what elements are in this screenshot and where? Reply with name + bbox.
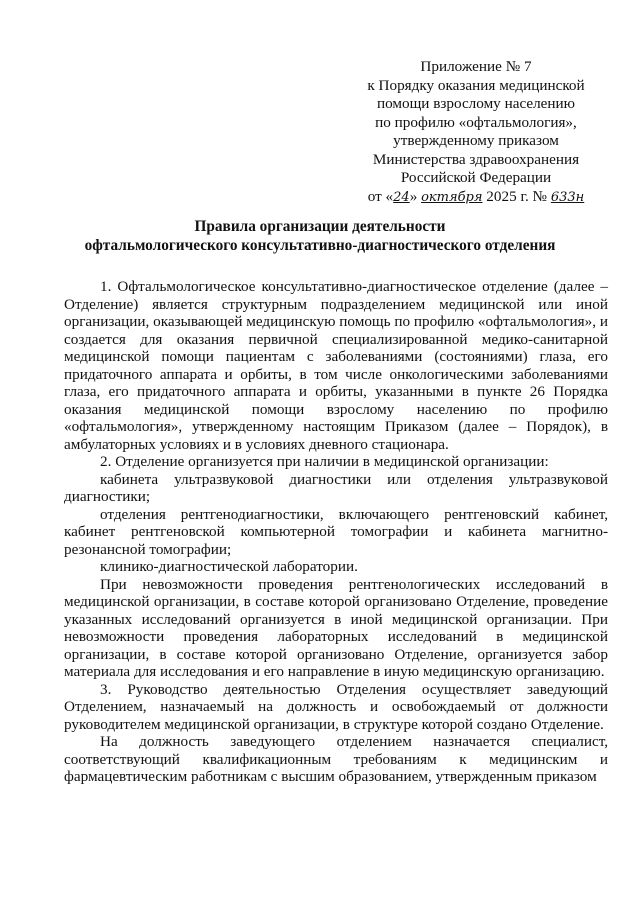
title-line-2: офтальмологического консультативно-диагностического отделения	[84, 237, 556, 254]
paragraph: отделения рентгенодиагностики, включающего рентгеновский кабинет, кабинет рентгеновской компьютерной томографии и кабинета магнитно-резонансной томографии;	[64, 505, 608, 558]
appendix-header	[360, 58, 592, 207]
date-day: 24	[393, 189, 410, 205]
date-prefix: от «	[367, 187, 394, 205]
paragraph: клинико-диагностической лаборатории.	[100, 558, 358, 575]
document-title	[40, 217, 600, 255]
appendix-line: помощи взрослому населению	[376, 95, 576, 112]
appendix-line: утвержденному приказом	[393, 132, 559, 149]
appendix-date-line	[360, 188, 592, 208]
paragraph: 2. Отделение организуется при наличии в медицинской организации:	[100, 453, 549, 470]
appendix-line: по профилю «офтальмология»,	[375, 113, 577, 131]
title-line-1: Правила организации деятельности	[194, 218, 446, 235]
document-body	[64, 278, 608, 786]
appendix-line: к Порядку оказания медицинской	[367, 76, 585, 94]
paragraph: кабинета ультразвуковой диагностики или отделения ультразвуковой диагностики;	[64, 470, 608, 505]
appendix-line: Приложение № 7	[420, 58, 532, 75]
paragraph: 1. Офтальмологическое консультативно-диагностическое отделение (далее – Отделение) является структурным подразделением медицинской или иной организации, оказывающей медицинскую помощь по профилю «офтальмология», и создается для оказания первичной специализированной медико-санитарной медицинской помощи пациентам с заболеваниями (состояниями) глаза, его придаточного аппарата и орбиты, в том числе онкологическими заболеваниями глаза, его придаточного аппарата и орбиты, указанными в пункте 26 Порядка оказания медицинской помощи взрослому населению по профилю «офтальмология», утвержденному настоящим Приказом (далее – Порядок), в амбулаторных условиях и в условиях дневного стационара.	[64, 278, 608, 453]
date-month: октября	[421, 189, 483, 205]
paragraph: При невозможности проведения рентгенологических исследований в медицинской организации, в составе которой организовано Отделение, проведение указанных исследований организуется в иной медицинской организации. При невозможности проведения лабораторных исследований в медицинской организации, в составе которой организовано Отделение, организуется забор материала для исследования и его направление в иную медицинскую организацию.	[64, 575, 608, 680]
order-number: 633н	[550, 189, 585, 205]
appendix-line: Российской Федерации	[400, 169, 552, 186]
date-separator: »	[409, 187, 418, 205]
appendix-line: Министерства здравоохранения	[372, 150, 580, 168]
paragraph: На должность заведующего отделением назначается специалист, соответствующий квалификационным требованиям к медицинским и фармацевтическим работникам с высшим образованием, утвержденным приказом	[64, 733, 608, 785]
date-year: 2025 г. №	[486, 187, 548, 205]
paragraph: 3. Руководство деятельностью Отделения осуществляет заведующий Отделением, назначаемый на должность и освобождаемый от должности руководителем медицинской организации, в структуре которой создано Отделение.	[64, 680, 608, 733]
